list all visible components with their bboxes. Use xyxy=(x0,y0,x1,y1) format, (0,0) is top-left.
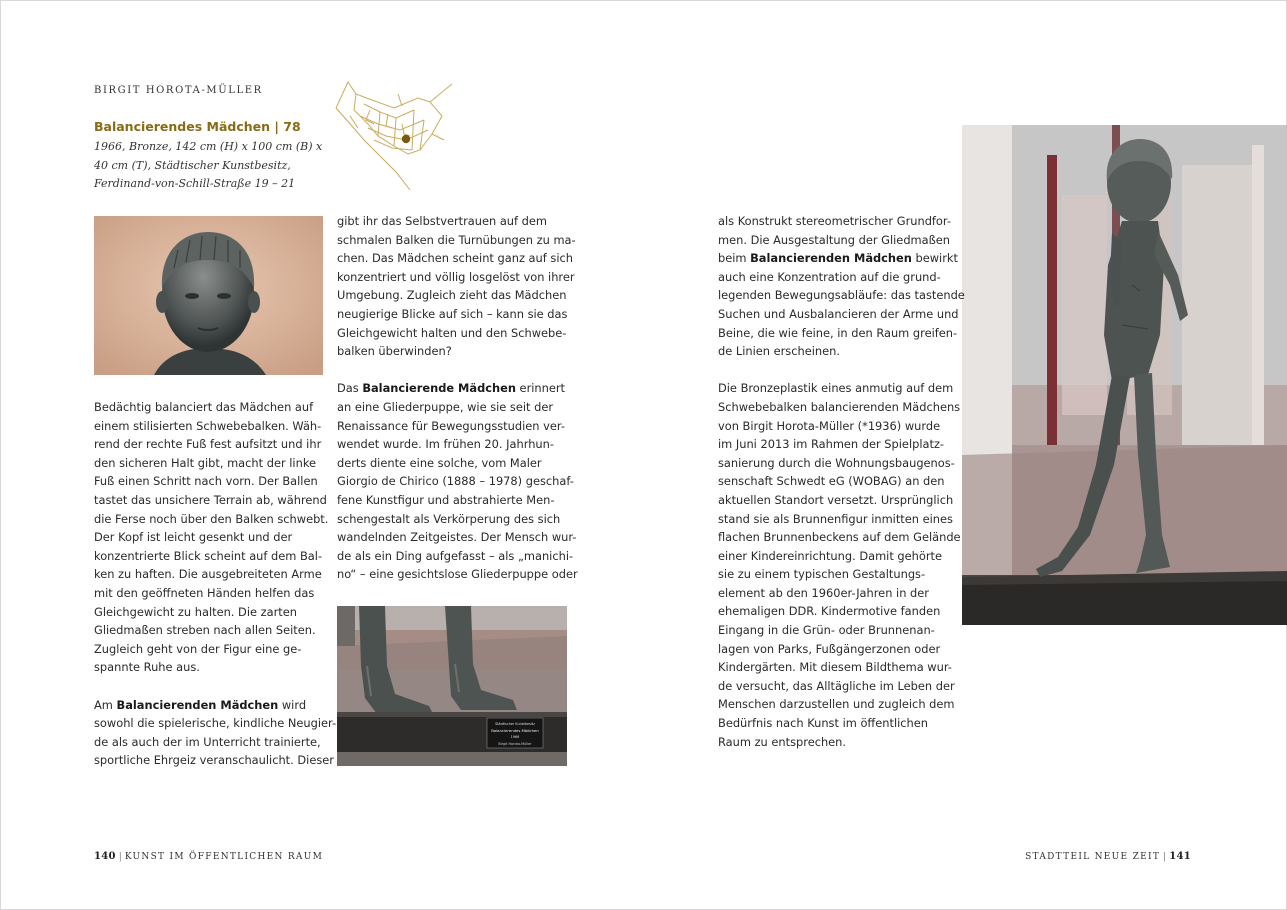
text-line xyxy=(718,342,953,361)
text-segment: die Ferse noch über den Balken schwebt. xyxy=(94,511,329,526)
text-segment: sanierung durch die Wohnungsbaugenos- xyxy=(718,455,955,470)
author-name: BIRGIT HOROTA-MÜLLER xyxy=(94,85,263,96)
text-line xyxy=(718,528,961,547)
text-segment: rend der rechte Fuß fest aufsitzt und ihr xyxy=(94,437,322,452)
text-line xyxy=(337,305,572,324)
sculpture-feet-photo xyxy=(337,606,567,766)
text-segment: legenden Bewegungsabläufe: das tastende xyxy=(718,288,965,303)
text-line xyxy=(718,695,953,714)
text-line xyxy=(94,454,326,473)
text-segment: Zugleich geht von der Figur eine ge- xyxy=(94,641,302,656)
text-segment: Gleichgewicht halten und den Schwebe- xyxy=(337,325,567,340)
text-line xyxy=(718,714,953,733)
text-segment: fene Kunstfigur und abstrahierte Men- xyxy=(337,492,555,507)
footer-separator: | xyxy=(118,852,122,862)
text-line xyxy=(94,491,326,510)
text-line xyxy=(337,417,572,436)
text-segment: Am xyxy=(94,697,117,712)
text-segment: Eingang in die Grün- oder Brunnenan- xyxy=(718,623,935,638)
text-line xyxy=(94,640,326,659)
page-number-left: 140 xyxy=(94,851,116,862)
section-title-right: STADTTEIL NEUE ZEIT xyxy=(1025,852,1161,862)
artwork-meta-line: 40 cm (T), Städtischer Kunstbesitz, xyxy=(94,158,291,172)
text-line xyxy=(94,547,326,566)
text-segment: Die Bronzeplastik eines anmutig auf dem xyxy=(718,381,954,396)
text-segment: gibt ihr das Selbstvertrauen auf dem xyxy=(337,214,547,228)
text-segment: mit den geöffneten Händen helfen das xyxy=(94,585,315,600)
text-line xyxy=(94,751,334,770)
text-line xyxy=(94,417,326,436)
text-column-2 xyxy=(337,212,578,584)
text-line xyxy=(337,547,572,566)
text-segment: bewirkt xyxy=(911,251,958,266)
text-segment: chen. Das Mädchen scheint ganz auf sich xyxy=(337,251,573,266)
text-line xyxy=(337,249,572,268)
text-line xyxy=(718,435,953,454)
text-segment: Das xyxy=(337,381,363,396)
text-segment: ehemaligen DDR. Kindermotive fanden xyxy=(718,604,941,619)
text-column-3 xyxy=(718,212,965,751)
text-line xyxy=(718,417,953,436)
text-segment: schmalen Balken die Turnübungen zu ma- xyxy=(337,232,576,247)
footer-separator: | xyxy=(1163,852,1167,862)
text-segment: lagen von Parks, Fußgängerzonen oder xyxy=(718,641,941,656)
text-line xyxy=(94,584,326,603)
text-line xyxy=(94,714,337,733)
text-segment: stand sie als Brunnenfigur inmitten eines xyxy=(718,511,953,526)
text-line xyxy=(94,528,326,547)
text-segment: Suchen und Ausbalancieren der Arme und xyxy=(718,306,959,321)
text-segment: Kindergärten. Mit diesem Bildthema wur- xyxy=(718,660,952,675)
sculpture-full-image xyxy=(962,125,1287,625)
text-segment: an eine Gliederpuppe, wie sie seit der xyxy=(337,399,554,414)
text-segment: Bedürfnis nach Kunst im öffentlichen xyxy=(718,716,928,731)
text-line xyxy=(718,231,953,250)
paragraph-gap xyxy=(94,677,326,696)
text-segment: erinnert xyxy=(515,381,566,396)
text-segment: Renaissance für Bewegungsstudien ver- xyxy=(337,418,565,433)
plaque-line-3: 1966 xyxy=(510,735,520,739)
text-line xyxy=(718,268,953,287)
text-segment: spannte Ruhe aus. xyxy=(94,660,200,675)
text-segment: no“ – eine gesichtslose Gliederpuppe oder xyxy=(337,567,578,582)
text-line xyxy=(718,602,953,621)
text-segment: balken überwinden? xyxy=(337,344,452,359)
artwork-meta xyxy=(94,138,324,194)
text-segment: beim xyxy=(718,251,751,266)
artwork-meta-line: Ferdinand-von-Schill-Straße 19 – 21 xyxy=(94,177,296,191)
footer-right xyxy=(1025,851,1191,862)
text-segment: einem stilisierten Schwebebalken. Wäh- xyxy=(94,418,322,433)
sculpture-full-photo xyxy=(962,125,1287,625)
text-segment: de als auch der im Unterricht trainierte, xyxy=(94,734,321,749)
text-line xyxy=(337,435,572,454)
text-line xyxy=(337,528,577,547)
text-segment: men. Die Ausgestaltung der Gliedmaßen xyxy=(718,232,951,247)
text-line xyxy=(718,621,953,640)
text-line xyxy=(337,565,578,584)
text-segment: tastet das unsichere Terrain ab, während xyxy=(94,492,327,507)
text-segment: Beine, die wie feine, in den Raum greifen- xyxy=(718,325,958,340)
text-line xyxy=(94,658,326,677)
text-line xyxy=(718,305,959,324)
text-line xyxy=(718,472,953,491)
text-segment: Gleichgewicht zu halten. Die zarten xyxy=(94,604,297,619)
footer-left xyxy=(94,851,323,862)
text-line xyxy=(718,286,965,305)
text-segment: von Birgit Horota-Müller (*1936) wurde xyxy=(718,418,941,433)
text-segment: de Linien erscheinen. xyxy=(718,344,840,359)
text-segment: senschaft Schwedt eG (WOBAG) an den xyxy=(718,474,945,489)
text-segment: den sicheren Halt gibt, macht der linke xyxy=(94,455,317,470)
text-segment: Giorgio de Chirico (1888 – 1978) geschaf- xyxy=(337,474,574,489)
paragraph-gap xyxy=(718,361,953,380)
text-segment: de versucht, das Alltägliche im Leben der xyxy=(718,678,955,693)
artwork-title: Balancierendes Mädchen | 78 xyxy=(94,119,301,134)
text-line xyxy=(337,231,576,250)
text-line xyxy=(94,398,326,417)
text-line xyxy=(337,286,572,305)
text-line xyxy=(718,658,953,677)
text-line xyxy=(718,677,953,696)
sculpture-feet-image xyxy=(337,606,567,766)
text-segment: Raum zu entsprechen. xyxy=(718,734,847,749)
text-line xyxy=(337,398,572,417)
text-line xyxy=(718,565,953,584)
location-map-icon xyxy=(334,80,456,192)
text-segment: einer Kindereinrichtung. Damit gehörte xyxy=(718,548,943,563)
text-line xyxy=(337,379,572,398)
text-line xyxy=(94,565,326,584)
text-line xyxy=(718,454,953,473)
section-title-left: KUNST IM ÖFFENTLICHEN RAUM xyxy=(124,852,324,862)
text-segment: Umgebung. Zugleich zieht das Mädchen xyxy=(337,288,567,303)
text-segment: neugierige Blicke auf sich – kann sie das xyxy=(337,306,568,321)
text-line xyxy=(718,491,953,510)
text-line xyxy=(718,398,961,417)
text-segment: flachen Brunnenbeckens auf dem Gelände xyxy=(718,530,961,545)
plaque-line-4: Birgit Horota-Müller xyxy=(498,742,532,746)
text-segment: element ab den 1960er-Jahren in der xyxy=(718,585,929,600)
text-line xyxy=(718,324,958,343)
text-line xyxy=(337,324,572,343)
text-line xyxy=(337,454,572,473)
text-line xyxy=(718,510,953,529)
text-segment: derts diente eine solche, vom Maler xyxy=(337,455,542,470)
text-segment: de als ein Ding aufgefasst – als „manichi- xyxy=(337,548,574,563)
text-segment: konzentrierte Blick scheint auf dem Bal- xyxy=(94,548,323,563)
paragraph-gap xyxy=(337,361,572,380)
text-line xyxy=(337,472,572,491)
text-segment: ken zu haften. Die ausgebreiteten Arme xyxy=(94,567,322,582)
text-line xyxy=(337,491,572,510)
text-segment: sowohl die spielerische, kindliche Neugier- xyxy=(94,716,337,731)
text-segment: wandelnden Zeitgeistes. Der Mensch wur- xyxy=(337,530,577,545)
plaque-line-1: Städtischer Kunstbesitz xyxy=(495,722,535,726)
text-line xyxy=(94,733,326,752)
text-line xyxy=(94,435,326,454)
text-segment: Schwebebalken balancierenden Mädchens xyxy=(718,399,961,414)
artwork-name-bold: Balancierenden Mädchen xyxy=(116,697,279,712)
text-segment: Fuß einen Schritt nach vorn. Der Ballen xyxy=(94,474,318,489)
sculpture-head-photo xyxy=(94,216,323,375)
artwork-meta-line: 1966, Bronze, 142 cm (H) x 100 cm (B) x xyxy=(94,140,323,153)
text-segment: sie zu einem typischen Gestaltungs- xyxy=(718,567,926,582)
page-number-right: 141 xyxy=(1169,851,1191,862)
text-segment: Bedächtig balanciert das Mädchen auf xyxy=(94,400,314,414)
text-segment: wendet wurde. Im frühen 20. Jahrhun- xyxy=(337,437,554,452)
text-segment: auch eine Konzentration auf die grund- xyxy=(718,269,941,284)
text-line xyxy=(94,603,326,622)
text-line xyxy=(94,472,326,491)
text-line xyxy=(718,379,953,398)
text-segment: Gliedmaßen streben nach allen Seiten. xyxy=(94,623,316,638)
text-segment: aktuellen Standort versetzt. Ursprünglich xyxy=(718,492,954,507)
sculpture-head-image xyxy=(94,216,323,375)
text-line xyxy=(718,733,953,752)
text-segment: im Juni 2013 im Rahmen der Spielplatz- xyxy=(718,437,945,452)
text-segment: Der Kopf ist leicht gesenkt und der xyxy=(94,530,293,545)
text-line xyxy=(718,640,953,659)
artwork-name-bold: Balancierende Mädchen xyxy=(362,381,516,396)
artwork-name-bold: Balancierenden Mädchen xyxy=(750,251,912,266)
text-column-1 xyxy=(94,398,337,770)
text-line xyxy=(337,212,572,231)
text-line xyxy=(718,212,953,231)
text-line xyxy=(718,547,953,566)
text-line xyxy=(718,249,958,268)
text-line xyxy=(337,268,575,287)
text-line xyxy=(94,621,326,640)
text-line xyxy=(337,510,572,529)
text-segment: schengestalt als Verkörperung des sich xyxy=(337,511,561,526)
text-line xyxy=(718,584,953,603)
text-line xyxy=(337,342,572,361)
text-segment: Menschen darzustellen und zugleich dem xyxy=(718,697,955,712)
text-segment: sportliche Ehrgeiz veranschaulicht. Dieser xyxy=(94,753,334,768)
text-segment: wird xyxy=(278,697,307,712)
text-line xyxy=(94,510,329,529)
text-segment: als Konstrukt stereometrischer Grundfor- xyxy=(718,214,951,228)
text-segment: konzentriert und völlig losgelöst von ihrer xyxy=(337,269,575,284)
plaque-line-2: Balancierendes Mädchen xyxy=(491,728,539,733)
text-line xyxy=(94,696,326,715)
